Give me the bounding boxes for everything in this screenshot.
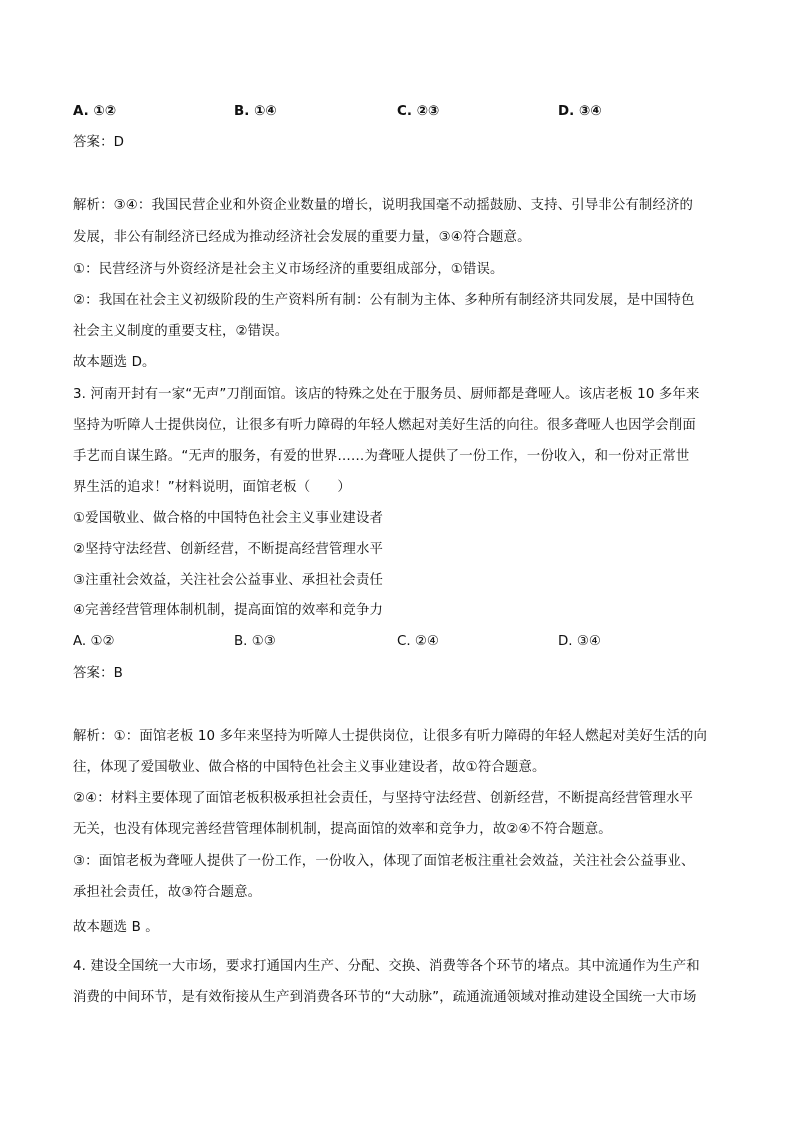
q3-statement: ①爱国敬业、做合格的中国特色社会主义事业建设者 [73,511,384,526]
q3-answer: 答案：B [73,666,123,681]
q3-option-d: D. ③④ [558,634,601,649]
q2-analysis-line: 解析：③④：我国民营企业和外资企业数量的增长，说明我国毫不动摇鼓励、支持、引导非公有制经济的 [73,198,694,213]
q2-analysis-line: 社会主义制度的重要支柱，②错误。 [73,324,289,339]
q2-option-a: A. ①② [73,104,117,119]
q3-stem-line: 手艺而自谋生路。“无声的服务，有爱的世界……为聋哑人提供了一份工作，一份收入，和一份对正常世 [73,449,690,464]
q3-stem-line: 界生活的追求！”材料说明，面馆老板（ ） [73,480,351,495]
q3-analysis-line: 往，体现了爱国敬业、做合格的中国特色社会主义事业建设者，故①符合题意。 [73,760,546,775]
q3-analysis-line: 故本题选 B 。 [73,920,159,935]
q3-analysis-line: ③：面馆老板为聋哑人提供了一份工作，一份收入，体现了面馆老板注重社会效益，关注社会公益事业、 [73,854,695,869]
q4-stem-line: 4. 建设全国统一大市场，要求打通国内生产、分配、交换、消费等各个环节的堵点。其中流通作为生产和 [73,959,700,974]
q2-analysis-line: 故本题选 D。 [73,355,156,370]
q2-option-b: B. ①④ [234,104,277,119]
q2-analysis-line: ①：民营经济与外资经济是社会主义市场经济的重要组成部分，①错误。 [73,262,504,277]
q2-option-c: C. ②③ [397,104,440,119]
q2-answer: 答案：D [73,135,125,150]
q3-option-a: A. ①② [73,634,115,649]
q2-option-d: D. ③④ [558,104,602,119]
q2-analysis-line: 发展，非公有制经济已经成为推动经济社会发展的重要力量，③④符合题意。 [73,230,531,245]
q3-stem-line: 坚持为听障人士提供岗位，让很多有听力障碍的年轻人燃起对美好生活的向往。很多聋哑人也因学会削面 [73,418,696,433]
q2-analysis-line: ②：我国在社会主义初级阶段的生产资料所有制：公有制为主体、多种所有制经济共同发展，是中国特色 [73,293,695,308]
q3-option-c: C. ②④ [397,634,439,649]
q3-option-b: B. ①③ [234,634,276,649]
q3-analysis-line: 解析：①：面馆老板 10 多年来坚持为听障人士提供岗位，让很多有听力障碍的年轻人燃起对美好生活的向 [73,729,708,744]
q4-stem-line: 消费的中间环节，是有效衔接从生产到消费各环节的“大动脉”，疏通流通领域对推动建设全国统一大市场 [73,990,697,1005]
q3-statement: ②坚持守法经营、创新经营，不断提高经营管理水平 [73,542,384,557]
q3-statement: ④完善经营管理体制机制，提高面馆的效率和竞争力 [73,603,384,618]
q3-stem-line: 3. 河南开封有一家“无声”刀削面馆。该店的特殊之处在于服务员、厨师都是聋哑人。该店老板 10 多年来 [73,387,700,402]
q3-analysis-line: ②④：材料主要体现了面馆老板积极承担社会责任，与坚持守法经营、创新经营，不断提高经营管理水平 [73,791,694,806]
q3-statement: ③注重社会效益，关注社会公益事业、承担社会责任 [73,573,384,588]
q3-analysis-line: 无关，也没有体现完善经营管理体制机制，提高面馆的效率和竞争力，故②④不符合题意。 [73,822,612,837]
q3-analysis-line: 承担社会责任，故③符合题意。 [73,885,262,900]
